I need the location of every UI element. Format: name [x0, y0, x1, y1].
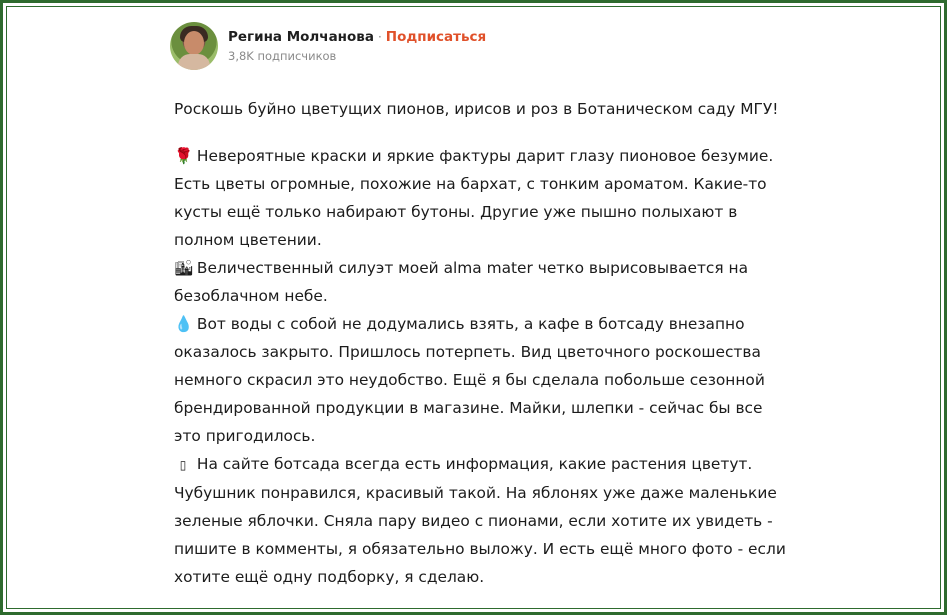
post-body	[174, 96, 794, 591]
paragraph-text: На сайте ботсада всегда есть информация, какие растения цветут. Чубушник понравился, красивый такой. На яблонях уже даже маленькие зеленые яблочки. Сняла пару видео с пионами, если хотите их увидеть - пишите в комменты, я обязательно выложу. И есть ещё много фото - если хотите ещё одну подборку, я сделаю.	[174, 455, 786, 586]
separator-dot: ·	[377, 30, 382, 44]
paragraph-text: Величественный силуэт моей alma mater четко вырисовывается на безоблачном небе.	[174, 259, 749, 305]
paragraph-text: Невероятные краски и яркие фактуры дарит глазу пионовое безумие. Есть цветы огромные, похожие на бархат, с тонким ароматом. Какие-то кусты ещё только набирают бутоны. Другие уже пышно полыхают в полном цветении.	[174, 147, 774, 249]
post-title: Роскошь буйно цветущих пионов, ирисов и роз в Ботаническом саду МГУ!	[174, 100, 779, 118]
post-paragraph	[174, 310, 794, 450]
post-paragraph	[174, 254, 794, 310]
subscribe-button[interactable]: Подписаться	[385, 29, 487, 45]
post-paragraph	[174, 450, 794, 591]
rose-emoji-icon: 🌹	[174, 147, 194, 165]
followers-count: 3,8K подписчиков	[228, 49, 337, 63]
droplet-emoji-icon: 💧	[174, 315, 194, 333]
avatar[interactable]	[170, 22, 218, 70]
missing-glyph-icon: ▯	[179, 458, 187, 472]
author-line	[228, 28, 486, 46]
paragraph-text: Вот воды с собой не додумались взять, а кафе в ботсаду внезапно оказалось закрыто. Пришлось потерпеть. Вид цветочного роскошества немного скрасил это неудобство. Ещё я бы сделала побольше сезонной брендированной продукции в магазине. Майки, шлепки - сейчас бы все это пригодилось.	[174, 315, 765, 445]
author-info	[228, 28, 486, 64]
city-emoji-icon: 🏙	[174, 259, 194, 277]
post-paragraph	[174, 142, 794, 254]
author-header	[170, 22, 486, 70]
author-name[interactable]: Регина Молчанова	[228, 29, 374, 45]
